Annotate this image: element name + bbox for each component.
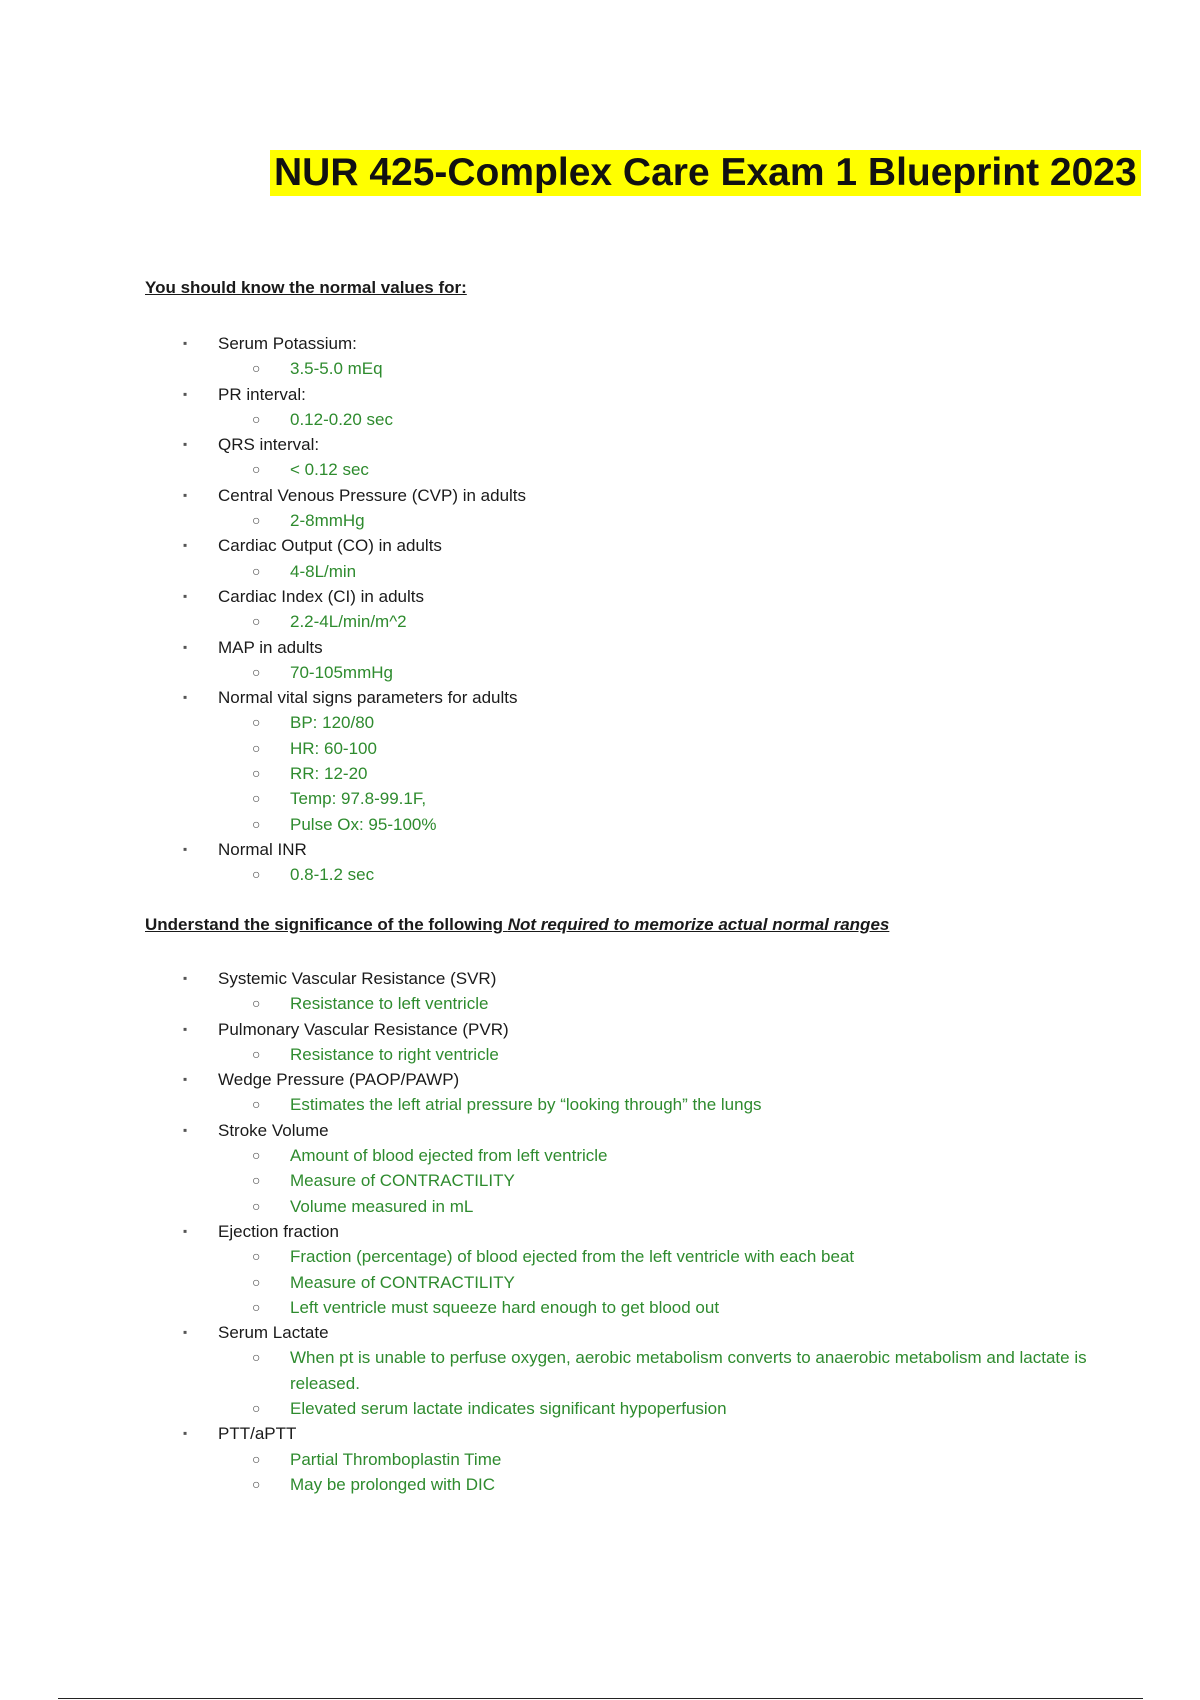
sub-item xyxy=(145,761,1145,786)
sub-item-text: BP: 120/80 xyxy=(290,713,375,733)
page-title: NUR 425-Complex Care Exam 1 Blueprint 2023 xyxy=(270,150,1141,196)
list-item xyxy=(145,331,1145,382)
circle-bullet-icon: ○ xyxy=(252,562,261,579)
sub-item xyxy=(145,508,1145,533)
circle-bullet-icon: ○ xyxy=(252,1273,261,1290)
sub-item xyxy=(145,407,1145,432)
sub-item-text: 0.12-0.20 sec xyxy=(290,409,394,429)
sub-item xyxy=(145,356,1145,381)
sub-item-text: Elevated serum lactate indicates significant hypoperfusion xyxy=(290,1399,727,1419)
square-bullet-icon: ▪ xyxy=(183,386,188,401)
sub-item xyxy=(145,609,1145,634)
list-item-label xyxy=(145,1320,1145,1345)
square-bullet-icon: ▪ xyxy=(183,690,188,705)
circle-bullet-icon: ○ xyxy=(252,995,261,1012)
sub-item-text: Measure of CONTRACTILITY xyxy=(290,1272,515,1292)
bottom-divider xyxy=(58,1698,1143,1699)
sub-item xyxy=(145,1295,1145,1320)
sub-item-text: HR: 60-100 xyxy=(290,738,377,758)
list-item-label xyxy=(145,837,1145,862)
list-item xyxy=(145,1320,1145,1421)
list-item-text: Cardiac Index (CI) in adults xyxy=(218,586,424,606)
list-item-label xyxy=(145,1219,1145,1244)
list-item-label xyxy=(145,1118,1145,1143)
sub-item xyxy=(145,1244,1145,1269)
sub-item-text: Amount of blood ejected from left ventricle xyxy=(290,1146,608,1166)
sub-item xyxy=(145,1345,1145,1396)
list-item-text: Cardiac Output (CO) in adults xyxy=(218,536,442,556)
significance-list xyxy=(145,966,1145,1497)
square-bullet-icon: ▪ xyxy=(183,1021,188,1036)
list-item-text: Serum Potassium: xyxy=(218,334,357,353)
circle-bullet-icon: ○ xyxy=(252,866,261,883)
square-bullet-icon: ▪ xyxy=(183,841,188,856)
circle-bullet-icon: ○ xyxy=(252,461,261,478)
sub-item xyxy=(145,1168,1145,1193)
list-item-text: Normal vital signs parameters for adults xyxy=(218,688,518,708)
circle-bullet-icon: ○ xyxy=(252,1147,261,1164)
title-wrapper xyxy=(270,150,1141,196)
list-item xyxy=(145,1219,1145,1320)
square-bullet-icon: ▪ xyxy=(183,1426,188,1441)
list-item-label xyxy=(145,966,1145,991)
sub-item xyxy=(145,1143,1145,1168)
circle-bullet-icon: ○ xyxy=(252,410,261,427)
circle-bullet-icon: ○ xyxy=(252,1349,261,1366)
circle-bullet-icon: ○ xyxy=(252,613,261,630)
list-item-label xyxy=(145,432,1145,457)
list-item xyxy=(145,1017,1145,1068)
list-item-text: Central Venous Pressure (CVP) in adults xyxy=(218,485,527,505)
square-bullet-icon: ▪ xyxy=(183,1072,188,1087)
circle-bullet-icon: ○ xyxy=(252,360,261,377)
sub-item-text: 3.5-5.0 mEq xyxy=(290,359,383,379)
sub-item xyxy=(145,736,1145,761)
list-item-text: PR interval: xyxy=(218,384,306,404)
list-item-label xyxy=(145,533,1145,558)
list-item-text: MAP in adults xyxy=(218,637,323,657)
list-item-label xyxy=(145,1421,1145,1446)
sub-item-text: 4-8L/min xyxy=(290,561,357,581)
sub-item-text: Fraction (percentage) of blood ejected from the left ventricle with each beat xyxy=(290,1247,855,1267)
section1-heading-text: You should know the normal values for: xyxy=(145,278,467,297)
list-item-label xyxy=(145,331,1145,356)
sub-item-text: < 0.12 sec xyxy=(290,460,369,480)
list-item-text: Ejection fraction xyxy=(218,1221,339,1241)
sub-item-text: Estimates the left atrial pressure by “looking through” the lungs xyxy=(290,1095,762,1115)
list-item-text: Stroke Volume xyxy=(218,1120,329,1140)
sub-item-text: Volume measured in mL xyxy=(290,1196,474,1216)
sub-item xyxy=(145,1194,1145,1219)
sub-item xyxy=(145,1472,1145,1497)
list-item-label xyxy=(145,685,1145,710)
list-item xyxy=(145,1067,1145,1118)
sub-item-text: 0.8-1.2 sec xyxy=(290,865,375,885)
square-bullet-icon: ▪ xyxy=(183,971,188,985)
list-item xyxy=(145,432,1145,483)
circle-bullet-icon: ○ xyxy=(252,790,261,807)
list-item-text: PTT/aPTT xyxy=(218,1424,297,1444)
circle-bullet-icon: ○ xyxy=(252,663,261,680)
circle-bullet-icon: ○ xyxy=(252,1475,261,1492)
circle-bullet-icon: ○ xyxy=(252,1172,261,1189)
circle-bullet-icon: ○ xyxy=(252,1400,261,1417)
circle-bullet-icon: ○ xyxy=(252,512,261,529)
section2-heading-italic: Not required to memorize actual normal ranges xyxy=(507,915,890,934)
sub-item-text: Resistance to right ventricle xyxy=(290,1044,499,1064)
sub-item xyxy=(145,786,1145,811)
square-bullet-icon: ▪ xyxy=(183,588,188,603)
sub-item xyxy=(145,862,1145,887)
circle-bullet-icon: ○ xyxy=(252,1197,261,1214)
sub-item-text: 70-105mmHg xyxy=(290,662,393,682)
section2-heading-text: Understand the significance of the following xyxy=(145,915,503,934)
square-bullet-icon: ▪ xyxy=(183,437,188,452)
section1-heading xyxy=(145,278,467,298)
list-item-label xyxy=(145,382,1145,407)
sub-item-text: 2.2-4L/min/m^2 xyxy=(290,612,407,632)
sub-item-text: Resistance to left ventricle xyxy=(290,994,489,1014)
sub-item-text: Left ventricle must squeeze hard enough to get blood out xyxy=(290,1297,720,1317)
list-item-text: QRS interval: xyxy=(218,435,320,455)
list-item xyxy=(145,685,1145,837)
sub-item xyxy=(145,991,1145,1016)
sub-item xyxy=(145,1396,1145,1421)
circle-bullet-icon: ○ xyxy=(252,714,261,731)
sub-item-text: RR: 12-20 xyxy=(290,764,368,784)
list-item-text: Systemic Vascular Resistance (SVR) xyxy=(218,969,497,988)
sub-item-text: Measure of CONTRACTILITY xyxy=(290,1171,515,1191)
circle-bullet-icon: ○ xyxy=(252,765,261,782)
list-item-text: Serum Lactate xyxy=(218,1323,329,1343)
normal-values-list xyxy=(145,331,1145,888)
square-bullet-icon: ▪ xyxy=(183,538,188,553)
list-item xyxy=(145,483,1145,534)
circle-bullet-icon: ○ xyxy=(252,815,261,832)
square-bullet-icon: ▪ xyxy=(183,1325,188,1340)
list-item xyxy=(145,837,1145,888)
sub-item xyxy=(145,812,1145,837)
circle-bullet-icon: ○ xyxy=(252,1096,261,1113)
list-item xyxy=(145,1118,1145,1219)
list-item-text: Wedge Pressure (PAOP/PAWP) xyxy=(218,1070,460,1090)
list-item xyxy=(145,533,1145,584)
sub-item-text: Partial Thromboplastin Time xyxy=(290,1449,502,1469)
list-item xyxy=(145,966,1145,1017)
sub-item-text: Pulse Ox: 95-100% xyxy=(290,814,437,834)
square-bullet-icon: ▪ xyxy=(183,1223,188,1238)
sub-item xyxy=(145,710,1145,735)
sub-item xyxy=(145,1092,1145,1117)
list-item xyxy=(145,635,1145,686)
sub-item xyxy=(145,660,1145,685)
circle-bullet-icon: ○ xyxy=(252,1045,261,1062)
circle-bullet-icon: ○ xyxy=(252,739,261,756)
sub-item xyxy=(145,559,1145,584)
list-item-label xyxy=(145,635,1145,660)
list-item xyxy=(145,382,1145,433)
list-item xyxy=(145,1421,1145,1497)
list-item-label xyxy=(145,1017,1145,1042)
list-item xyxy=(145,584,1145,635)
sub-item xyxy=(145,457,1145,482)
list-item-label xyxy=(145,483,1145,508)
square-bullet-icon: ▪ xyxy=(183,487,188,502)
square-bullet-icon: ▪ xyxy=(183,1122,188,1137)
list-item-label xyxy=(145,1067,1145,1092)
list-item-text: Normal INR xyxy=(218,839,307,859)
circle-bullet-icon: ○ xyxy=(252,1248,261,1265)
sub-item-text: When pt is unable to perfuse oxygen, aerobic metabolism converts to anaerobic metabolism and lactate is released. xyxy=(290,1348,1087,1393)
square-bullet-icon: ▪ xyxy=(183,336,188,350)
circle-bullet-icon: ○ xyxy=(252,1450,261,1467)
list-item-label xyxy=(145,584,1145,609)
sub-item xyxy=(145,1270,1145,1295)
section2-heading xyxy=(145,915,889,935)
circle-bullet-icon: ○ xyxy=(252,1298,261,1315)
sub-item xyxy=(145,1042,1145,1067)
sub-item-text: May be prolonged with DIC xyxy=(290,1474,496,1494)
sub-item-text: 2-8mmHg xyxy=(290,511,365,531)
square-bullet-icon: ▪ xyxy=(183,639,188,654)
sub-item xyxy=(145,1447,1145,1472)
list-item-text: Pulmonary Vascular Resistance (PVR) xyxy=(218,1019,509,1039)
sub-item-text: Temp: 97.8-99.1F, xyxy=(290,789,427,809)
